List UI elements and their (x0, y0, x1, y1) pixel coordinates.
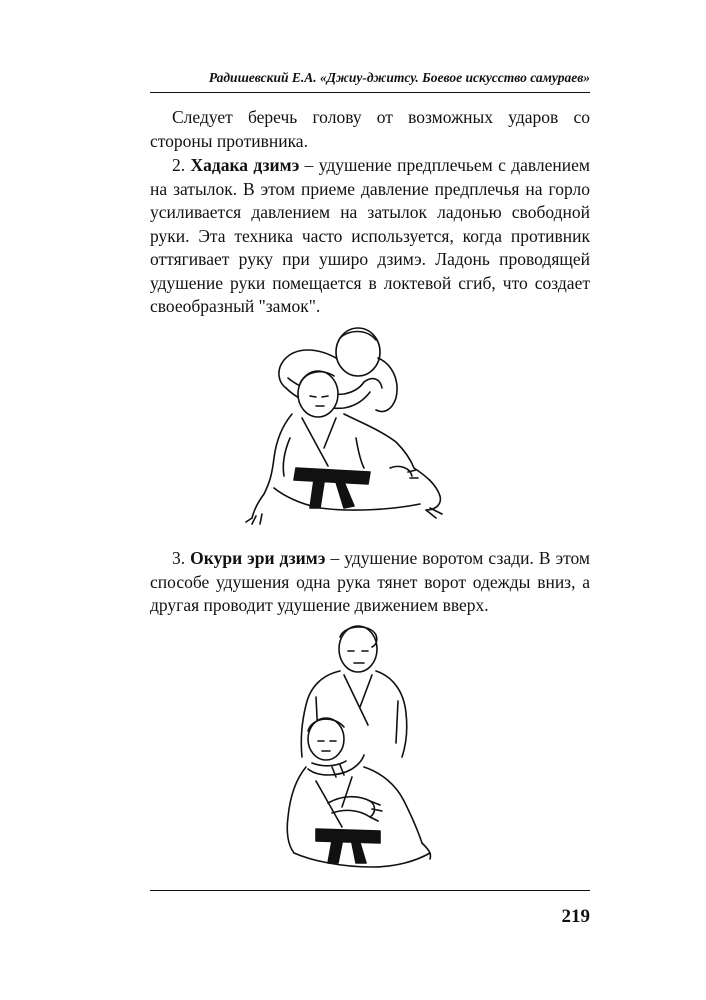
paragraph-okuri-eri-jime (150, 547, 590, 618)
okuri-eri-jime-illustration (272, 617, 448, 875)
footer-rule (150, 890, 590, 891)
technique-term: Хадака дзимэ (190, 155, 300, 175)
hadaka-jime-illustration (240, 318, 470, 526)
page-number: 219 (561, 906, 590, 927)
paragraph-body: Следует беречь голову от возможных ударов со стороны противника. (150, 107, 590, 151)
item-number: 3. (172, 548, 191, 568)
item-number: 2. (172, 155, 191, 175)
running-head: Радишевский Е.А. «Джиу-джитсу. Боевое искусство самураев» (208, 70, 590, 85)
paragraph-body: – удушение воротом сзади. В этом способе удушения одна рука тянет ворот одежды вниз, а другая проводит удушение движением вверх. (150, 548, 590, 615)
technique-term: Окури эри дзимэ (190, 548, 326, 568)
paragraph-intro (150, 106, 590, 153)
header-rule (150, 92, 590, 93)
paragraph-hadaka-jime (150, 154, 590, 319)
paragraph-body: – удушение предплечьем с давлением на затылок. В этом приеме давление предплечья на горло усиливается давлением на затылок ладонью свободной руки. Эта техника часто используется, когда противник оттягивает руку при уширо дзимэ. Ладонь проводящей удушение руки помещается в локтевой сгиб, что создает своеобразный "замок". (150, 155, 590, 316)
